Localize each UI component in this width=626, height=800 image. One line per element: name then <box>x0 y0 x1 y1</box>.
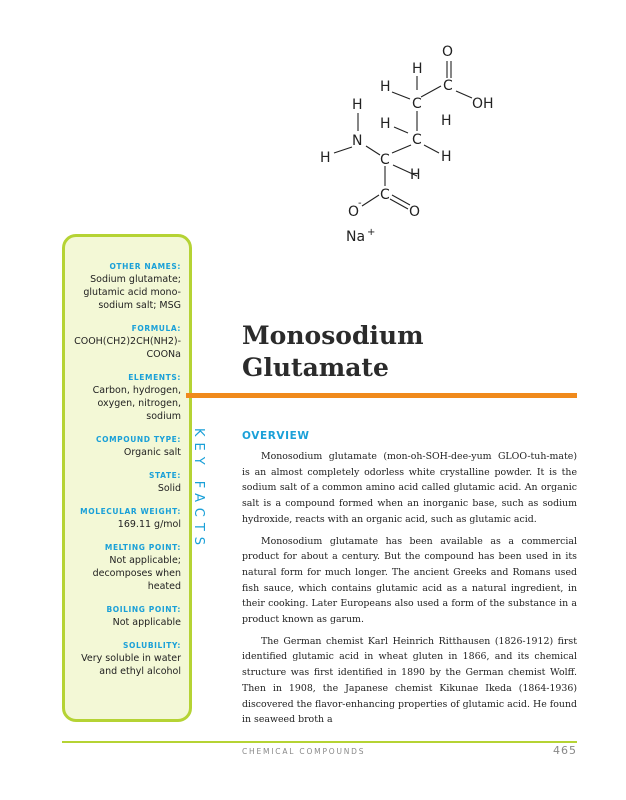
atom-carbon-2: C <box>412 96 422 112</box>
fact-label: STATE: <box>149 471 181 480</box>
fact-label: OTHER NAMES: <box>109 262 181 271</box>
atom-hydrogen: H <box>380 79 391 95</box>
running-footer: CHEMICAL COMPOUNDS <box>242 747 366 756</box>
atom-nitrogen: N <box>352 133 363 149</box>
key-facts-label: KEY FACTS <box>191 428 206 552</box>
fact-label: COMPOUND TYPE: <box>96 435 181 444</box>
key-facts-panel <box>62 234 192 722</box>
paragraph: The German chemist Karl Heinrich Ritthausen (1826-1912) first identified glutamic acid in wheat gluten in 1866, and its chemical structure was first identified in 1890 by the German chemist Wolff. Then in 1908, the Japanese chemist Kikunae Ikeda (1864-1936) discovered the flavor-enhancing properties of glutamic acid. He found in seaweed broth a <box>242 635 577 726</box>
molecule-diagram <box>300 35 530 250</box>
atom-carbon-1: C <box>443 78 453 94</box>
atom-hydrogen: H <box>410 167 421 183</box>
fact-value: COOH(CH2)2CH(NH2)-COONa <box>74 336 181 360</box>
page-number: 465 <box>553 744 577 757</box>
paragraph: Monosodium glutamate (mon-oh-SOH-dee-yum GLOO-tuh-mate) is an almost completely odorless white crystalline powder. It is the sodium salt of a common amino acid called glutamic acid. An organic salt is a compound formed when an inorganic base, such as sodium hydroxide, reacts with an organic acid, such as glutamic acid. <box>242 451 577 525</box>
title-line-2: Glutamate <box>242 353 389 382</box>
atom-carbon-4: C <box>380 152 390 168</box>
fact-label: MELTING POINT: <box>104 543 181 552</box>
fact-boiling-point <box>71 605 181 629</box>
atom-carbon-3: C <box>412 132 422 148</box>
atom-hydroxyl: OH <box>472 96 494 112</box>
atom-hydrogen: H <box>441 113 452 129</box>
fact-value: Sodium glutamate; glutamic acid mono-sodium salt; MSG <box>83 274 181 311</box>
article-body <box>242 449 577 731</box>
fact-value: Not applicable <box>112 617 181 628</box>
fact-value: Solid <box>157 483 181 494</box>
fact-label: SOLUBILITY: <box>123 641 181 650</box>
glutamate-structure <box>300 35 530 250</box>
positive-charge: + <box>367 227 376 238</box>
fact-label: BOILING POINT: <box>106 605 181 614</box>
fact-value: 169.11 g/mol <box>117 519 181 530</box>
fact-label: ELEMENTS: <box>128 373 181 382</box>
fact-formula <box>71 324 181 361</box>
fact-value: Not applicable; decomposes when heated <box>92 555 181 592</box>
fact-molecular-weight <box>71 507 181 531</box>
fact-value: Very soluble in water and ethyl alcohol <box>81 653 181 677</box>
fact-compound-type <box>71 435 181 459</box>
title-line-1: Monosodium <box>242 321 424 350</box>
fact-value: Carbon, hydrogen, oxygen, nitrogen, sodium <box>92 385 181 422</box>
fact-label: MOLECULAR WEIGHT: <box>80 507 181 516</box>
atom-carbon-5: C <box>380 187 390 203</box>
page-title <box>242 320 424 384</box>
fact-melting-point <box>71 543 181 593</box>
fact-label: FORMULA: <box>131 324 181 333</box>
section-heading: OVERVIEW <box>242 430 310 442</box>
atom-hydrogen: H <box>380 116 391 132</box>
atom-hydrogen: H <box>441 149 452 165</box>
negative-charge: - <box>358 198 362 209</box>
title-divider <box>186 393 577 398</box>
fact-elements <box>71 373 181 423</box>
atom-hydrogen: H <box>412 61 423 77</box>
paragraph: Monosodium glutamate has been available as a commercial product for about a century. But the compound has been used in its natural form for much longer. The ancient Greeks and Romans used fish sauce, which contains glutamic acid as a natural ingredient, in their cooking. Later Europeans also used a form of the substance in a product known as garum. <box>242 535 577 626</box>
fact-other-names <box>71 262 181 312</box>
atom-oxygen-top: O <box>442 44 454 60</box>
fact-solubility <box>71 641 181 678</box>
atom-oxygen-bottom: O <box>409 204 421 220</box>
footer-divider <box>62 741 577 743</box>
fact-state <box>71 471 181 495</box>
atom-oxygen-minus: O <box>348 204 360 220</box>
fact-value: Organic salt <box>123 447 181 458</box>
atom-sodium: Na <box>346 229 366 245</box>
atom-hydrogen: H <box>352 97 363 113</box>
atom-hydrogen: H <box>320 150 331 166</box>
